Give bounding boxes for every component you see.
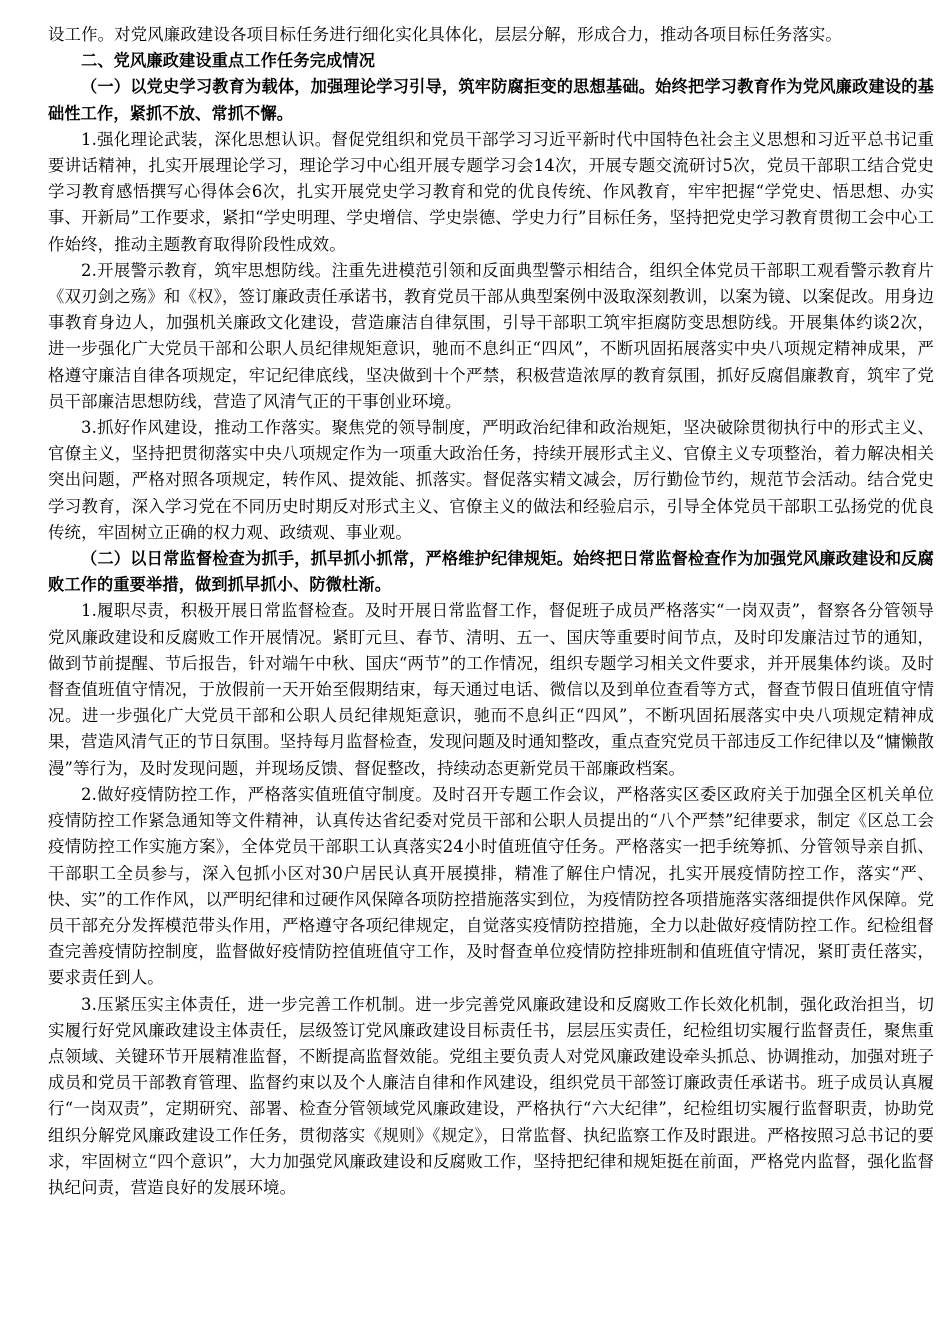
paragraph-epidemic-prevention: 2.做好疫情防控工作，严格落实值班值守制度。及时召开专题工作会议，严格落实区委区政府关于加强全区机关单位疫情防控工作紧急通知等文件精神，认真传达省纪委对党员干部和公职人员提出的“八个严禁”纪律要求，制定《区总工会疫情防控工作实施方案》，全体党员干部职工认真落实24小时值班值守任务。严格落实一把手统筹抓、分管领导亲自抓、干部职工全员参与，深入包抓小区对30户居民认真开展摸排，精准了解住户情况，扎实开展疫情防控工作，落实“严、快、实”的工作作风，以严明纪律和过硬作风保障各项防控措施落实到位，为疫情防控各项措施落实落细提供作风保障。党员干部充分发挥模范带头作用，严格遵守各项纪律规定，自觉落实疫情防控措施，全力以赴做好疫情防控工作。纪检组督查完善疫情防控制度，监督做好疫情防控值班值守工作，及时督查单位疫情防控排班制和值班值守情况，紧盯责任落实，要求责任到人。 (48, 784, 934, 988)
paragraph-work-style: 3.抓好作风建设，推动工作落实。聚焦党的领导制度，严明政治纪律和政治规矩，坚决破除贯彻执行中的形式主义、官僚主义，坚持把贯彻落实中央八项规定作为一项重大政治任务，持续开展形式主义、官僚主义专项整治，着力解决相关突出问题，严格对照各项规定，转作风、提效能、抓落实。督促落实精文减会，厉行勤俭节约，规范节会活动。结合党史学习教育，深入学习党在不同历史时期反对形式主义、官僚主义的做法和经验启示，引导全体党员干部职工弘扬党的优良传统，牢固树立正确的权力观、政绩观、事业观。 (48, 418, 934, 542)
paragraph-warning-education: 2.开展警示教育，筑牢思想防线。注重先进模范引领和反面典型警示相结合，组织全体党员干部职工观看警示教育片《双刃剑之殇》和《权》，签订廉政责任承诺书，教育党员干部从典型案例中汲取深刻教训，以案为镜、以案促改。用身边事教育身边人，加强机关廉政文化建设，营造廉洁自律氛围，引导干部职工筑牢拒腐防变思想防线。开展集体约谈2次，进一步强化广大党员干部和公职人员纪律规矩意识，驰而不息纠正“四风”，不断巩固拓展落实中央八项规定精神成果，严格遵守廉洁自律各项规定，牢记纪律底线，坚决做到十个严禁，积极营造浓厚的教育氛围，抓好反腐倡廉教育，筑牢了党员干部廉洁思想防线，营造了风清气正的干事创业环境。 (48, 260, 934, 411)
document-page (48, 22, 934, 1201)
paragraph-continuation: 设工作。对党风廉政建设各项目标任务进行细化实化具体化，层层分解，形成合力，推动各项目标任务落实。 (48, 25, 842, 44)
subsection-heading-1: （一）以党史学习教育为载体，加强理论学习引导，筑牢防腐拒变的思想基础。始终把学习教育作为党风廉政建设的基础性工作，紧抓不放、常抓不懈。 (48, 77, 934, 123)
paragraph-theory-study: 1.强化理论武装，深化思想认识。督促党组织和党员干部学习习近平新时代中国特色社会主义思想和习近平总书记重要讲话精神，扎实开展理论学习，理论学习中心组开展专题学习会14次，开展专题交流研讨5次，党员干部职工结合党史学习教育感悟撰写心得体会6次，扎实开展党史学习教育和党的优良传统、作风教育，牢牢把握“学党史、悟思想、办实事、开新局”工作要求，紧扣“学史明理、学史增信、学史崇德、学史力行”目标任务，坚持把党史学习教育贯彻工会中心工作始终，推动主题教育取得阶段性成效。 (48, 129, 934, 254)
subsection-heading-2: （二）以日常监督检查为抓手，抓早抓小抓常，严格维护纪律规矩。始终把日常监督检查作为加强党风廉政建设和反腐败工作的重要举措，做到抓早抓小、防微杜渐。 (48, 549, 934, 595)
paragraph-daily-supervision: 1.履职尽责，积极开展日常监督检查。及时开展日常监督工作，督促班子成员严格落实“一岗双责”，督察各分管领导党风廉政建设和反腐败工作开展情况。紧盯元旦、春节、清明、五一、国庆等重要时间节点，及时印发廉洁过节的通知，做到节前提醒、节后报告，针对端午中秋、国庆“两节”的工作情况，组织专题学习相关文件要求，并开展集体约谈。及时督查值班值守情况，于放假前一天开始至假期结束，每天通过电话、微信以及到单位查看等方式，督查节假日值班值守情况。进一步强化广大党员干部和公职人员纪律规矩意识，驰而不息纠正“四风”，不断巩固拓展落实中央八项规定精神成果，营造风清气正的节日氛围。坚持每月监督检查，发现问题及时通知整改，重点查究党员干部违反工作纪律以及“慵懒散漫”等行为，及时发现问题，并现场反馈、督促整改，持续动态更新党员干部廉政档案。 (48, 601, 934, 778)
paragraph-main-responsibility: 3.压紧压实主体责任，进一步完善工作机制。进一步完善党风廉政建设和反腐败工作长效化机制，强化政治担当，切实履行好党风廉政建设主体责任，层级签订党风廉政建设目标责任书，层层压实责任，纪检组切实履行监督责任，聚焦重点领域、关键环节开展精准监督，不断提高监督效能。党组主要负责人对党风廉政建设牵头抓总、协调推动，加强对班子成员和党员干部教育管理、监督约束以及个人廉洁自律和作风建设，组织党员干部签订廉政责任承诺书。班子成员认真履行“一岗双责”，定期研究、部署、检查分管领域党风廉政建设，严格执行“六大纪律”，纪检组切实履行监督职责，协助党组织分解党风廉政建设工作任务，贯彻落实《规则》《规定》，日常监督、执纪监察工作及时跟进。严格按照习总书记的要求，牢固树立“四个意识”，大力加强党风廉政建设和反腐败工作，坚持把纪律和规矩挺在前面，严格党内监督，强化监督执纪问责，营造良好的发展环境。 (48, 994, 934, 1197)
section-heading-2: 二、党风廉政建设重点工作任务完成情况 (81, 51, 376, 71)
